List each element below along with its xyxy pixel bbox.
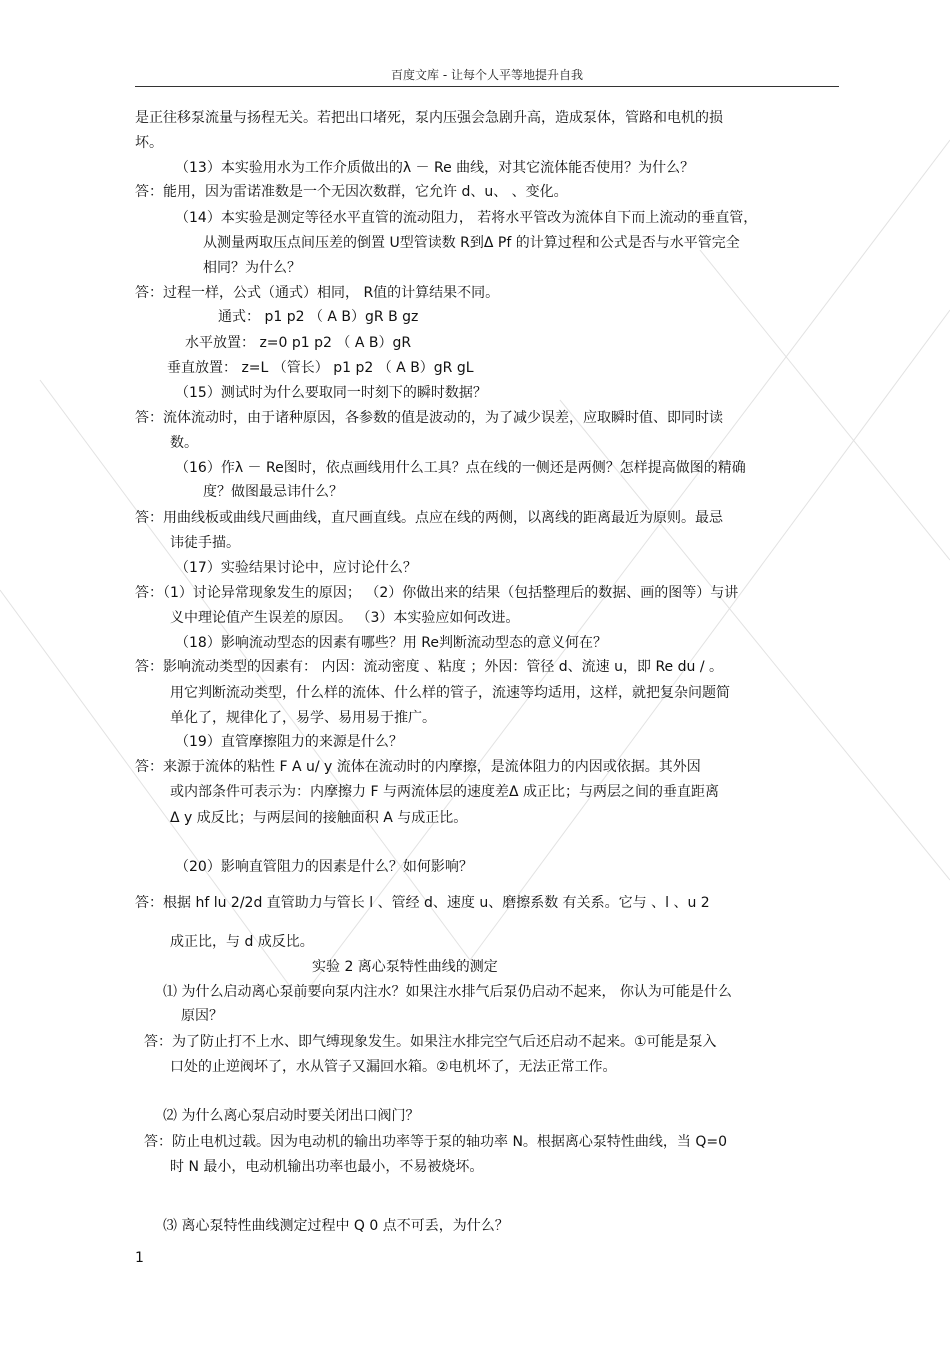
- answer-13: 答：能用，因为雷诺准数是一个无因次数群，它允许 d、u、 、变化。: [135, 184, 568, 200]
- text-line: Δ y 成反比；与两层间的接触面积 A 与成正比。: [170, 810, 468, 826]
- text-line: 是正往移泵流量与扬程无关。若把出口堵死，泵内压强会急剧升高，造成泵体，管路和电机的损: [135, 110, 723, 126]
- text-line: 数。: [170, 435, 198, 451]
- formula-vertical: 垂直放置： z=L （管长） p1 p2 （ A B）gR gL: [167, 360, 474, 376]
- answer-15: 答：流体流动时，由于诸种原因，各参数的值是波动的，为了减少误差，应取瞬时值、即同时读: [135, 410, 723, 426]
- question-13: （13）本实验用水为工作介质做出的λ － Re 曲线，对其它流体能否使用？为什么？: [175, 160, 695, 176]
- text-line: 口处的止逆阀坏了，水从管子又漏回水箱。②电机坏了，无法正常工作。: [170, 1059, 617, 1075]
- question-19: （19）直管摩擦阻力的来源是什么？: [175, 734, 403, 750]
- question-17: （17）实验结果讨论中，应讨论什么？: [175, 560, 417, 576]
- formula-general: 通式： p1 p2 （ A B）gR B gz: [218, 309, 419, 325]
- answer-20: 答：根据 hf lu 2/2d 直管助力与管长 l 、管经 d、速度 u、磨擦系数 有关系。它与 、l 、u 2: [135, 895, 710, 911]
- answer-2-1: 答：为了防止打不上水、即气缚现象发生。如果注水排完空气后还启动不起来。①可能是泵入: [144, 1034, 717, 1050]
- answer-16: 答：用曲线板或曲线尺画曲线，直尺画直线。点应在线的两侧，以离线的距离最近为原则。最忌: [135, 510, 723, 526]
- question-14: （14）本实验是测定等径水平直管的流动阻力， 若将水平管改为流体自下而上流动的垂直管，: [175, 210, 758, 226]
- question-2-1: ⑴ 为什么启动离心泵前要向泵内注水？如果注水排气后泵仍启动不起来， 你认为可能是什么: [163, 984, 732, 1000]
- section-title: 实验 2 离心泵特性曲线的测定: [312, 959, 498, 975]
- answer-19: 答：来源于流体的粘性 F A u/ y 流体在流动时的内摩擦，是流体阻力的内因或依据。其外因: [135, 759, 701, 775]
- text-line: 相同？为什么？: [203, 260, 301, 276]
- text-line: 义中理论值产生误差的原因。 （3）本实验应如何改进。: [170, 610, 520, 626]
- question-20: （20）影响直管阻力的因素是什么？如何影响？: [175, 859, 473, 875]
- text-line: 单化了，规律化了，易学、易用易于推广。: [170, 710, 436, 726]
- answer-18: 答：影响流动类型的因素有： 内因：流动密度 、粘度 ；外因：管径 d、流速 u，即 Re du / 。: [135, 659, 723, 675]
- text-line: 从测量两取压点间压差的倒置 U型管读数 R到Δ Pf 的计算过程和公式是否与水平管完全: [203, 235, 740, 251]
- text-line: 成正比，与 d 成反比。: [170, 934, 314, 950]
- header-rule: [135, 86, 839, 87]
- text-line: 坏。: [135, 135, 163, 151]
- question-18: （18）影响流动型态的因素有哪些？用 Re判断流动型态的意义何在？: [175, 635, 607, 651]
- text-line: 或内部条件可表示为：内摩擦力 F 与两流体层的速度差Δ 成正比；与两层之间的垂直距离: [170, 784, 719, 800]
- formula-horizontal: 水平放置： z=0 p1 p2 （ A B）gR: [185, 335, 412, 351]
- answer-2-2: 答：防止电机过载。因为电动机的输出功率等于泵的轴功率 N。根据离心泵特性曲线，当 Q=0: [144, 1134, 728, 1150]
- answer-14: 答：过程一样，公式（通式）相同， R值的计算结果不同。: [135, 285, 500, 301]
- text-line: 用它判断流动类型，什么样的流体、什么样的管子，流速等均适用，这样，就把复杂问题简: [170, 685, 730, 701]
- page-header: 百度文库 - 让每个人平等地提升自我: [391, 68, 583, 82]
- answer-17: 答：（1）讨论异常现象发生的原因； （2）你做出来的结果（包括整理后的数据、画的图等）与讲: [135, 585, 739, 601]
- text-line: 时 N 最小，电动机输出功率也最小，不易被烧坏。: [170, 1159, 484, 1175]
- text-line: 原因？: [181, 1008, 223, 1024]
- question-15: （15）测试时为什么要取同一时刻下的瞬时数据？: [175, 385, 487, 401]
- question-2-2: ⑵ 为什么离心泵启动时要关闭出口阀门？: [163, 1108, 420, 1124]
- page-number: 1: [135, 1250, 144, 1266]
- question-2-3: ⑶ 离心泵特性曲线测定过程中 Q 0 点不可丢，为什么？: [163, 1218, 509, 1234]
- text-line: 度？做图最忌讳什么？: [203, 484, 343, 500]
- text-line: 讳徒手描。: [170, 535, 240, 551]
- question-16: （16）作λ － Re图时，依点画线用什么工具？点在线的一侧还是两侧？怎样提高做图的精确: [175, 460, 746, 476]
